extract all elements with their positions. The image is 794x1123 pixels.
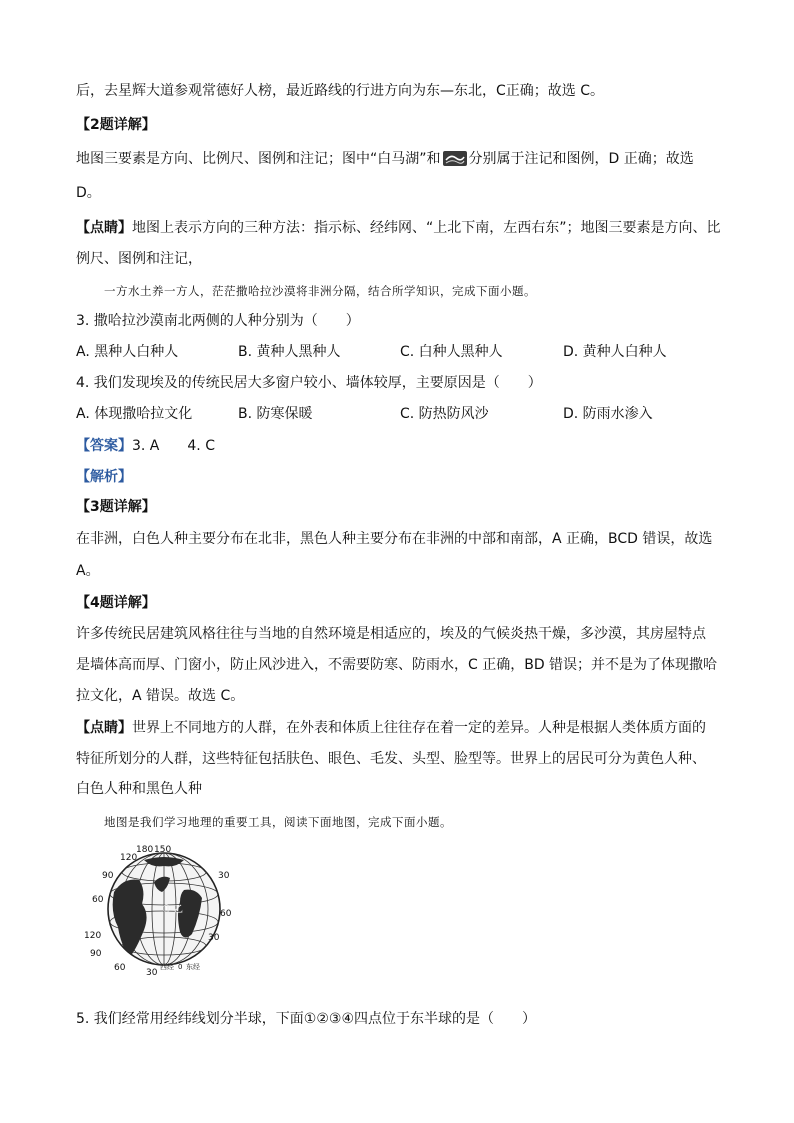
question-4: 4. 我们发现埃及的传统民居大多窗户较小、墙体较厚，主要原因是（ ） [76, 375, 542, 391]
q4-option-c: C. 防热防风沙 [400, 406, 489, 422]
q3-option-d: D. 黄种人白种人 [563, 344, 667, 360]
tip-label-2: 【点睛】 [76, 720, 132, 736]
intro-passage-1: 一方水土养一方人，茫茫撒哈拉沙漠将非洲分隔，结合所学知识，完成下面小题。 [104, 284, 536, 298]
globe-label-0: 0 [178, 963, 183, 971]
line-13: 在非洲，白色人种主要分布在北非，黑色人种主要分布在非洲的中部和南部，A 正确，BCD 错误，故选 [76, 531, 713, 547]
globe-label-30-right: 30 [218, 871, 230, 881]
q4-option-a: A. 体现撒哈拉文化 [76, 406, 193, 422]
line-16: 许多传统民居建筑风格往往与当地的自然环境是相适应的，埃及的气候炎热干燥，多沙漠，其房屋特点 [76, 626, 706, 642]
line-19-text: 世界上不同地方的人群，在外表和体质上往往存在着一定的差异。人种是根据人类体质方面的 [132, 720, 706, 736]
line-5-text: 地图上表示方向的三种方法：指示标、经纬网、“上北下南，左西右东”；地图三要素是方向、比 [132, 220, 721, 236]
line-1: 后，去星辉大道参观常德好人榜，最近路线的行进方向为东—东北，C正确；故选 C。 [76, 83, 604, 99]
globe-label-120-top: 120 [120, 853, 138, 863]
heading-q3-detail: 【3题详解】 [76, 499, 156, 515]
analysis-label: 【解析】 [76, 469, 132, 485]
globe-label-east: 东经 [186, 963, 200, 971]
answer-label: 【答案】 [76, 438, 132, 454]
line-5 [76, 219, 721, 237]
intro-passage-2: 地图是我们学习地理的重要工具，阅读下面地图，完成下面小题。 [104, 815, 452, 829]
q3-option-b: B. 黄种人黑种人 [238, 344, 341, 360]
globe-label-120-left: 120 [84, 931, 102, 941]
globe-label-point: ① [162, 904, 171, 915]
line-3 [76, 150, 694, 168]
question-3: 3. 撒哈拉沙漠南北两侧的人种分别为（ ） [76, 313, 360, 329]
globe-label-150: 150 [154, 845, 172, 855]
globe-label-180: 180 [136, 845, 154, 855]
q3-option-c: C. 白种人黑种人 [400, 344, 503, 360]
globe-label-west: 西经 [160, 963, 174, 971]
line-3-part-a: 地图三要素是方向、比例尺、图例和注记；图中“白马湖”和 [76, 151, 441, 167]
globe-label-60-right: 60 [220, 909, 232, 919]
globe-label-90-left: 90 [102, 871, 114, 881]
globe-label-60-lat: 60 [92, 895, 104, 905]
globe-map [84, 842, 244, 976]
legend-symbol-icon [443, 151, 467, 166]
tip-label: 【点睛】 [76, 220, 132, 236]
answer-line [76, 437, 215, 455]
q3-option-a: A. 黑种人白种人 [76, 344, 179, 360]
globe-label-yi: 乙 [174, 905, 184, 915]
globe-label-90-bottom: 90 [90, 949, 102, 959]
answer-text: 3. A 4. C [132, 438, 215, 454]
q4-option-d: D. 防雨水渗入 [563, 406, 653, 422]
line-17: 是墙体高而厚、门窗小，防止风沙进入，不需要防寒、防雨水，C 正确，BD 错误；并不是为了体现撒哈 [76, 657, 718, 673]
line-20: 特征所划分的人群，这些特征包括肤色、眼色、毛发、头型、脸型等。世界上的居民可分为黄色人种、 [76, 751, 706, 767]
line-4: D。 [76, 185, 101, 201]
line-6: 例尺、图例和注记， [76, 251, 202, 267]
line-14: A。 [76, 563, 100, 579]
line-18: 拉文化，A 错误。故选 C。 [76, 688, 245, 704]
line-3-part-b: 分别属于注记和图例，D 正确；故选 [468, 151, 694, 167]
question-5: 5. 我们经常用经纬线划分半球，下面①②③④四点位于东半球的是（ ） [76, 1011, 537, 1027]
globe-label-60-bottom: 60 [114, 963, 126, 973]
line-21: 白色人种和黑色人种 [76, 781, 202, 797]
heading-q2-detail: 【2题详解】 [76, 117, 156, 133]
heading-q4-detail: 【4题详解】 [76, 595, 156, 611]
line-19 [76, 719, 706, 737]
q4-option-b: B. 防寒保暖 [238, 406, 313, 422]
globe-label-30-lower: 30 [208, 933, 220, 943]
globe-label-30-bottom: 30 [146, 968, 158, 976]
